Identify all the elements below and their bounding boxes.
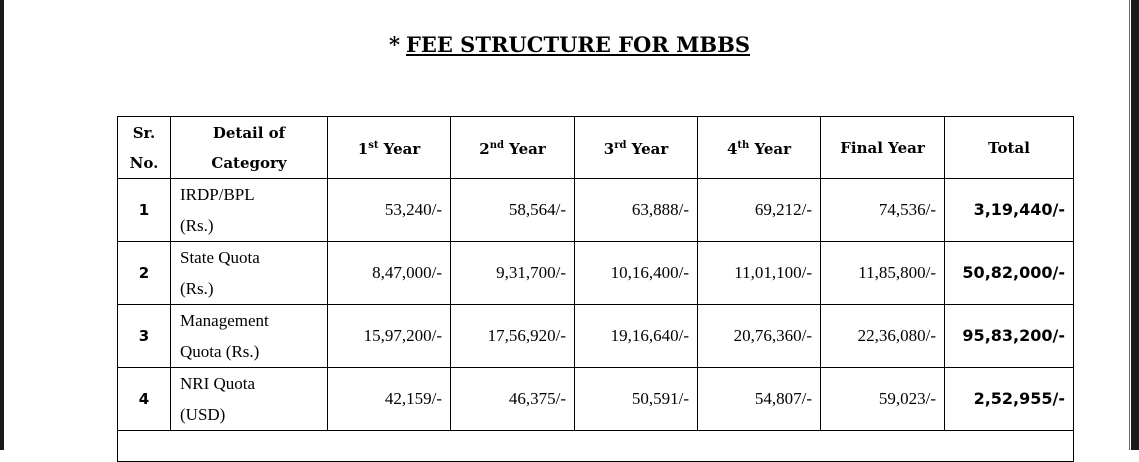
- cell-year1: 42,159/-: [328, 368, 451, 431]
- cell-sr: 1: [118, 179, 171, 242]
- header-category: [171, 117, 328, 179]
- header-year1-suffix: st: [368, 140, 379, 151]
- empty-cell: [118, 431, 1074, 462]
- cell-year2: 58,564/-: [451, 179, 575, 242]
- header-year1: [328, 117, 451, 179]
- header-year2-num: 2: [479, 140, 490, 158]
- cell-sr: 2: [118, 242, 171, 305]
- cell-category-line2: Quota (Rs.): [180, 342, 260, 361]
- header-year2-label: Year: [503, 140, 546, 158]
- header-row: [118, 117, 1074, 179]
- table-row: [118, 179, 1074, 242]
- title-text: FEE STRUCTURE FOR MBBS: [405, 32, 751, 57]
- page-left-border: [0, 0, 4, 450]
- cell-year3: 63,888/-: [575, 179, 698, 242]
- cell-category-line1: NRI Quota: [180, 374, 256, 393]
- header-year4-num: 4: [726, 140, 738, 158]
- cell-final-year: 11,85,800/-: [821, 242, 945, 305]
- header-sr-line1: Sr.: [132, 123, 156, 142]
- cell-year3: 50,591/-: [575, 368, 698, 431]
- table-row: [118, 305, 1074, 368]
- cell-sr: 3: [118, 305, 171, 368]
- header-year3-suffix: rd: [614, 140, 627, 151]
- cell-year2: 46,375/-: [451, 368, 575, 431]
- cell-total: 2,52,955/-: [945, 368, 1074, 431]
- page-right-border: [1131, 0, 1139, 450]
- header-category-line1: Detail of: [212, 123, 286, 142]
- cell-category: [171, 179, 328, 242]
- cell-year3: 19,16,640/-: [575, 305, 698, 368]
- page-title: [0, 32, 1139, 57]
- header-category-line2: Category: [211, 153, 287, 172]
- cell-total: 3,19,440/-: [945, 179, 1074, 242]
- cell-category-line2: (Rs.): [180, 216, 214, 235]
- page-right-border-line: [1129, 0, 1130, 450]
- header-year4: [698, 117, 821, 179]
- header-year2-suffix: nd: [489, 140, 504, 151]
- fee-table: [117, 116, 1074, 462]
- header-year4-suffix: th: [737, 140, 750, 151]
- cell-year1: 53,240/-: [328, 179, 451, 242]
- cell-year2: 17,56,920/-: [451, 305, 575, 368]
- cell-category-line1: Management: [180, 311, 269, 330]
- cell-category-line2: (Rs.): [180, 279, 214, 298]
- cell-final-year: 59,023/-: [821, 368, 945, 431]
- cell-category: [171, 368, 328, 431]
- cell-category-line2: (USD): [180, 405, 226, 424]
- header-sr: [118, 117, 171, 179]
- cell-year2: 9,31,700/-: [451, 242, 575, 305]
- cell-year3: 10,16,400/-: [575, 242, 698, 305]
- title-asterisk: *: [388, 32, 400, 57]
- cell-total: 50,82,000/-: [945, 242, 1074, 305]
- header-final-year: Final Year: [821, 117, 945, 179]
- cell-year4: 69,212/-: [698, 179, 821, 242]
- header-year3-num: 3: [603, 140, 615, 158]
- table-row-empty: [118, 431, 1074, 462]
- cell-category: [171, 305, 328, 368]
- table-row: [118, 368, 1074, 431]
- header-year1-num: 1: [357, 140, 369, 158]
- cell-category: [171, 242, 328, 305]
- cell-category-line1: State Quota: [180, 248, 260, 267]
- header-total: Total: [945, 117, 1074, 179]
- header-year1-label: Year: [378, 140, 421, 158]
- cell-year1: 15,97,200/-: [328, 305, 451, 368]
- header-year3-label: Year: [626, 140, 669, 158]
- header-year3: [575, 117, 698, 179]
- cell-year4: 54,807/-: [698, 368, 821, 431]
- cell-year4: 20,76,360/-: [698, 305, 821, 368]
- cell-total: 95,83,200/-: [945, 305, 1074, 368]
- cell-category-line1: IRDP/BPL: [180, 185, 255, 204]
- header-sr-line2: No.: [129, 153, 159, 172]
- header-year2: [451, 117, 575, 179]
- cell-year1: 8,47,000/-: [328, 242, 451, 305]
- cell-year4: 11,01,100/-: [698, 242, 821, 305]
- cell-sr: 4: [118, 368, 171, 431]
- cell-final-year: 22,36,080/-: [821, 305, 945, 368]
- table-row: [118, 242, 1074, 305]
- cell-final-year: 74,536/-: [821, 179, 945, 242]
- header-year4-label: Year: [749, 140, 792, 158]
